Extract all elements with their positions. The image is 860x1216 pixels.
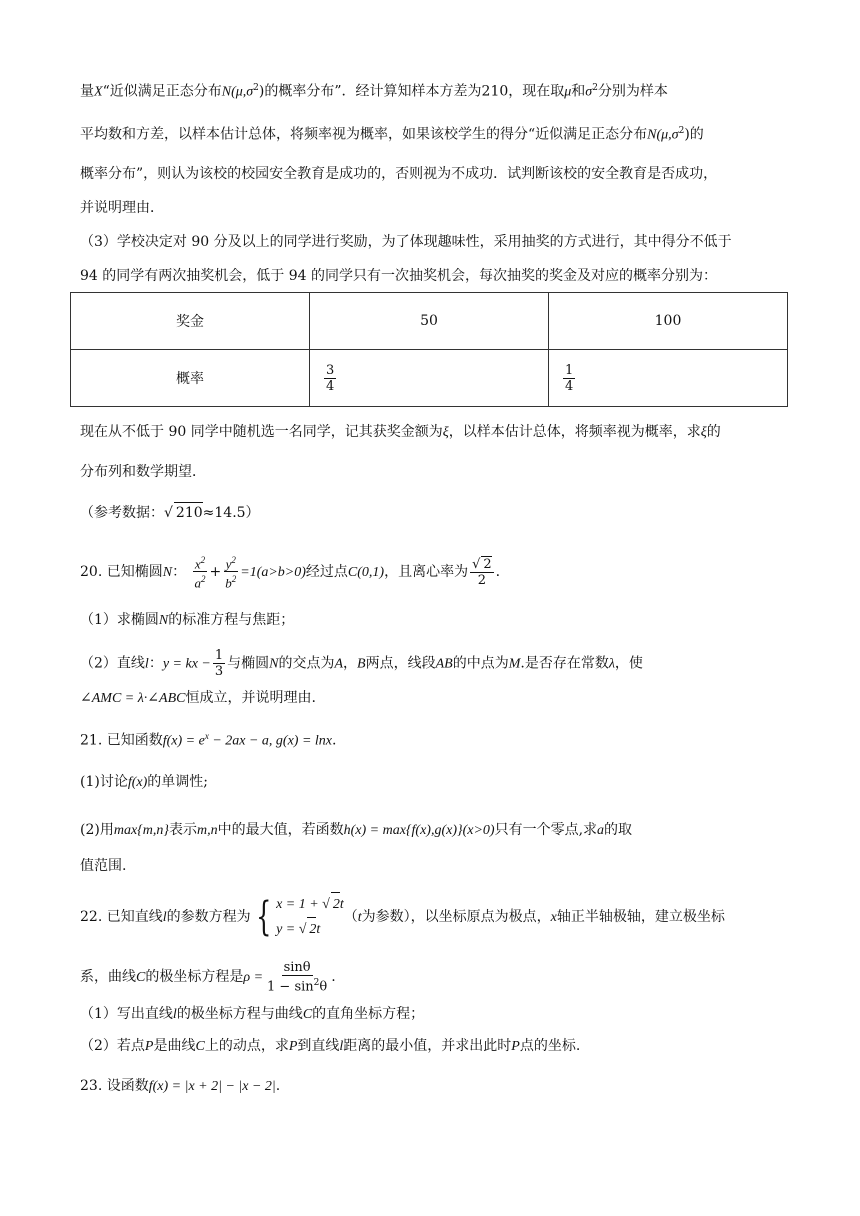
- q20-line1: 20. 已知椭圆N： $\frac{x^2}{a^2}$ + $\frac{y^2}{b^2}$ =1(a>b>0)经过点C(0,1)，且离心率为 $\frac{√ 2}{2}$ .: [80, 555, 501, 591]
- fraction: $\frac{1}{4}$: [565, 362, 574, 394]
- q21-sub2: (2)用max{m,n}表示m,n中的最大值，若函数h(x) = max{f(x),g(x)}(x>0)只有一个零点,求a的取: [80, 822, 633, 838]
- q20-sub1: （1）求椭圆N的标准方程与焦距；: [80, 612, 295, 628]
- table-cell: 100: [549, 293, 788, 350]
- q20-sub2-cont: ∠AMC = λ·∠ABC恒成立，并说明理由.: [80, 690, 316, 706]
- fraction: $\frac{3}{4}$: [326, 362, 335, 394]
- q19-line7: 现在从不低于 90 同学中随机选一名同学，记其获奖金额为ξ，以样本估计总体，将频率视为概率，求ξ的: [80, 424, 721, 440]
- q21-sub1: (1)讨论f(x)的单调性;: [80, 774, 208, 790]
- q21-sub2-cont: 值范围.: [80, 858, 127, 874]
- table-cell: [310, 350, 549, 407]
- table-cell: 概率: [71, 350, 310, 407]
- table-row: [71, 350, 788, 407]
- q22-sub1: （1）写出直线l的极坐标方程与曲线C的直角坐标方程；: [80, 1006, 425, 1022]
- q19-line9: （参考数据：√ 210≈14.5）: [80, 502, 790, 523]
- q19-line5: （3）学校决定对 90 分及以上的同学进行奖励，为了体现趣味性，采用抽奖的方式进行，其中得分不低于: [80, 234, 732, 250]
- table-row: [71, 293, 788, 350]
- q19-line1: 量X“近似满足正态分布$N(\mu,\sigma^2)$的概率分布”．经计算知样本方差为210，现在取μ和$\sigma^2$分别为样本: [80, 83, 668, 100]
- q22-line2: 系，曲线C的极坐标方程是ρ = $\frac{\sin\theta}{1 - \sin^2\theta}$ .: [80, 960, 336, 995]
- q19-line3: 概率分布”，则认为该校的校园安全教育是成功的，否则视为不成功．试判断该校的安全教育是否成功，: [80, 166, 718, 182]
- q19-line8: 分布列和数学期望．: [80, 464, 206, 480]
- q21-line1: 21. 已知函数$f(x) = e^x - 2ax - a$, g(x) = lnx.: [80, 731, 337, 749]
- q19-line4: 并说明理由．: [80, 200, 164, 216]
- q19-line2: 平均数和方差，以样本估计总体，将频率视为概率，如果该校学生的得分“近似满足正态分布$N(\mu,\sigma^2)$的: [80, 126, 704, 143]
- q23-line1: 23. 设函数f(x) = |x + 2| − |x − 2|.: [80, 1078, 281, 1094]
- q19-line6: 94 的同学有两次抽奖机会，低于 94 的同学只有一次抽奖机会，每次抽奖的奖金及对应的概率分别为：: [80, 268, 717, 284]
- prize-table: [70, 292, 788, 407]
- q22-line1: 22. 已知直线l的参数方程为 { x = 1 + √ 2t y = √ 2t （t为参数），以坐标原点为极点，x轴正半轴极轴，建立极坐标: [80, 894, 725, 940]
- table-cell: 50: [310, 293, 549, 350]
- table-cell: 奖金: [71, 293, 310, 350]
- q22-sub2: （2）若点P是曲线C上的动点，求P到直线l距离的最小值，并求出此时P点的坐标.: [80, 1038, 581, 1054]
- q20-sub2: （2）直线l：y = kx − $\frac{1}{3}$ 与椭圆N的交点为A，B两点，线段AB的中点为M.是否存在常数λ，使: [80, 648, 643, 679]
- parametric-system: x = 1 + √ 2t y = √ 2t: [276, 892, 344, 942]
- table-cell: [549, 350, 788, 407]
